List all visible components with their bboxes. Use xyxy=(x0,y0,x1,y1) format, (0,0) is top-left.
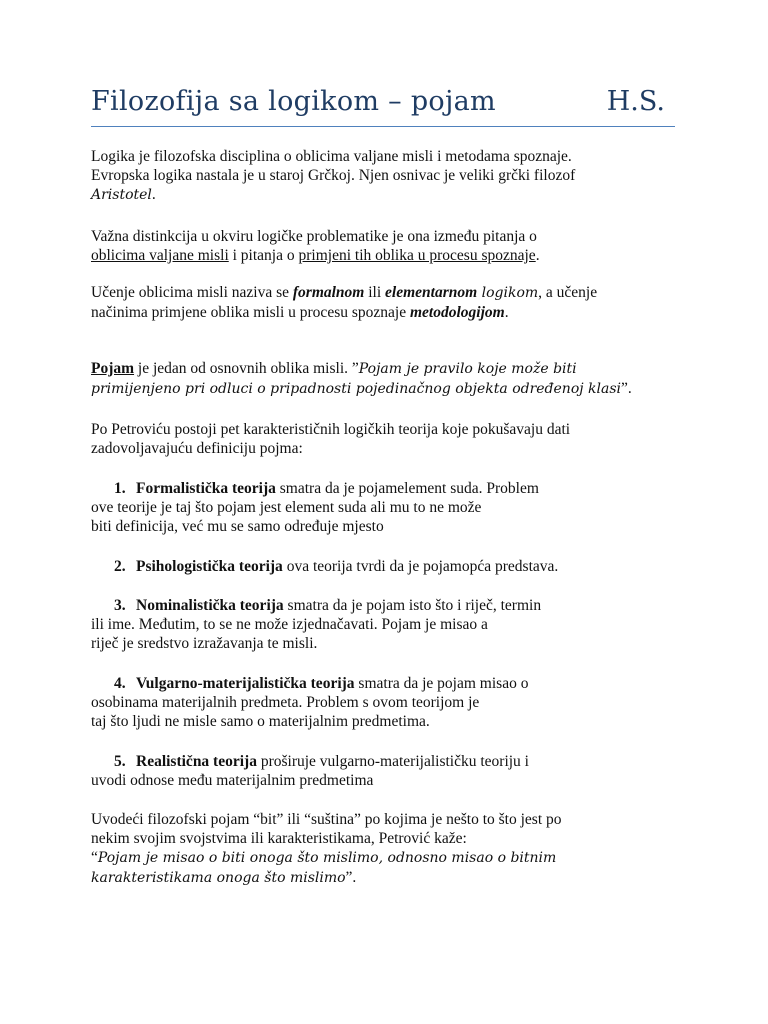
text-line: uvodi odnose među materijalnim predmetima xyxy=(91,772,374,789)
list-number: 5. xyxy=(114,753,126,770)
text-span: proširuje vulgarno-materijalističku teoriju i xyxy=(256,753,529,770)
aristotle-name: Aristotel xyxy=(91,187,152,203)
text-line: ili ime. Međutim, to se ne može izjednačavati. Pojam je misao a xyxy=(91,616,488,633)
list-number: 2. xyxy=(114,558,126,575)
term-pojam: Pojam xyxy=(91,360,135,377)
text-span: načinima primjene oblika misli u procesu spoznaje xyxy=(91,304,410,321)
theory-item-vulgarno-materijalisticka xyxy=(91,674,691,731)
text-line xyxy=(91,185,691,205)
text-line: Važna distinkcija u okviru logičke problematike je ona između pitanja o xyxy=(91,228,537,245)
text-span: je jedan od osnovnih oblika misli. ” xyxy=(134,360,359,377)
theory-name: Psihologistička teorija xyxy=(136,558,283,575)
theory-item-nominalisticka xyxy=(91,596,691,653)
text-line xyxy=(91,359,691,379)
emphasis-formalnom: formalnom xyxy=(292,284,365,301)
list-number: 3. xyxy=(114,597,126,614)
document-header xyxy=(91,86,675,127)
punctuation: . xyxy=(504,304,509,321)
underlined-phrase: oblicima valjane misli xyxy=(91,247,229,264)
emphasis-elementarnom: elementarnom xyxy=(385,284,478,301)
text-span: ova teorija tvrdi da je pojamopća predstava. xyxy=(282,558,559,575)
text-line xyxy=(91,674,691,693)
document-title: Filozofija sa logikom – pojam xyxy=(91,86,496,117)
text-line: Uvodeći filozofski pojam “bit” ili “suština” po kojima je nešto to što jest po xyxy=(91,811,562,828)
text-line xyxy=(91,283,691,303)
text-line: ove teorije je taj što pojam jest element suda ali mu to ne može xyxy=(91,499,482,516)
theory-name: Nominalistička teorija xyxy=(136,597,284,614)
text-line: Evropska logika nastala je u staroj Grčkoj. Njen osnivac je veliki grčki filozof xyxy=(91,167,576,184)
text-line xyxy=(91,848,691,868)
punctuation: . xyxy=(151,186,156,203)
text-line xyxy=(91,596,691,615)
text-span: smatra da je pojam isto što i riječ, termin xyxy=(283,597,542,614)
author-initials: H.S. xyxy=(606,86,665,117)
text-span: smatra da je pojamelement suda. Problem xyxy=(275,480,539,497)
theory-name: Realistična teorija xyxy=(136,753,257,770)
punctuation: . xyxy=(535,247,540,264)
underlined-phrase: primjeni tih oblika u procesu spoznaje xyxy=(298,247,536,264)
paragraph-distinction xyxy=(91,227,691,265)
punctuation: ”. xyxy=(345,869,357,886)
text-line: Po Petroviću postoji pet karakterističnih logičkih teorija koje pokušavaju dati xyxy=(91,421,571,438)
punctuation: ”. xyxy=(621,380,632,397)
paragraph-bit-sustina xyxy=(91,810,691,888)
text-span: i pitanja o xyxy=(228,247,299,264)
text-line: Logika je filozofska disciplina o oblicima valjane misli i metodama spoznaje. xyxy=(91,148,572,165)
text-line: taj što ljudi ne misle samo o materijalnim predmetima. xyxy=(91,713,430,730)
paragraph-pojam xyxy=(91,359,691,399)
theory-item-formalisticka xyxy=(91,479,691,536)
text-line: nekim svojim svojstvima ili karakteristikama, Petrović kaže: xyxy=(91,830,467,847)
text-line xyxy=(91,868,691,888)
list-number: 1. xyxy=(114,480,126,497)
quote-text: Pojam je pravilo koje može biti xyxy=(358,361,577,377)
italic-logikom: logikom xyxy=(477,285,539,301)
quote-text: Pojam je misao o biti onoga što mislimo, odnosno misao o bitnim xyxy=(97,850,557,866)
text-line xyxy=(91,557,691,576)
theory-item-psihologisticka xyxy=(91,557,691,576)
paragraph-formal-logic xyxy=(91,283,691,322)
text-span: smatra da je pojam misao o xyxy=(354,675,529,692)
text-line: biti definicija, već mu se samo određuje mjesto xyxy=(91,518,384,535)
text-line xyxy=(91,479,691,498)
paragraph-logic-definition xyxy=(91,147,691,205)
quote-text: karakteristikama onoga što mislimo xyxy=(91,870,346,886)
text-line xyxy=(91,379,691,399)
emphasis-metodologijom: metodologijom xyxy=(409,304,505,321)
text-span: Učenje oblicima misli naziva se xyxy=(91,284,293,301)
text-line xyxy=(91,246,691,265)
text-line: osobinama materijalnih predmeta. Problem s ovom teorijom je xyxy=(91,694,480,711)
text-line xyxy=(91,303,691,322)
punctuation: “ xyxy=(91,849,98,866)
text-span: , a učenje xyxy=(538,284,598,301)
text-line: riječ je sredstvo izražavanja te misli. xyxy=(91,635,318,652)
text-span: ili xyxy=(364,284,386,301)
list-number: 4. xyxy=(114,675,126,692)
text-line xyxy=(91,752,691,771)
paragraph-petrovic-intro xyxy=(91,420,691,458)
quote-text: primijenjeno pri odluci o pripadnosti pojedinačnog objekta određenoj klasi xyxy=(91,381,622,397)
theory-name: Vulgarno-materijalistička teorija xyxy=(136,675,355,692)
text-line: zadovoljavajuću definiciju pojma: xyxy=(91,440,303,457)
theory-item-realisticna xyxy=(91,752,691,790)
theory-name: Formalistička teorija xyxy=(136,480,276,497)
